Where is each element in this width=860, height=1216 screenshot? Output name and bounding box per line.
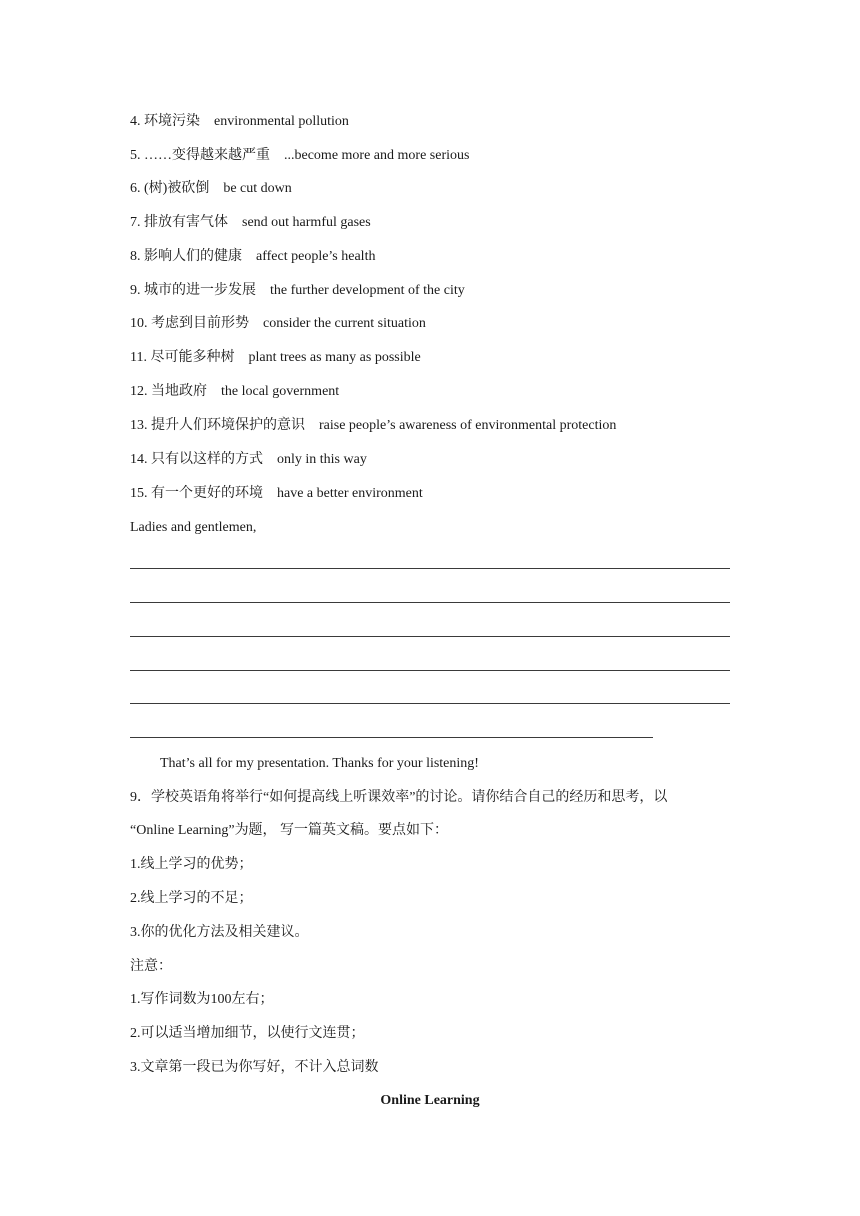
task-point: 2.线上学习的不足； [130,891,253,906]
task-prompt: “Online Learning”为题， 写一篇英文稿。要点如下： [130,823,449,838]
writing-line[interactable] [130,670,730,671]
note-label: 注意： [130,959,172,974]
vocab-item: 4. 环境污染 environmental pollution [130,114,349,129]
speech-closing: That’s all for my presentation. Thanks for your listening! [160,756,479,771]
writing-line[interactable] [130,636,730,637]
task-point: 3.你的优化方法及相关建议。 [130,925,309,940]
vocab-item: 12. 当地政府 the local government [130,384,340,399]
vocab-item: 9. 城市的进一步发展 the further development of the city [130,283,465,298]
vocab-item: 5. ……变得越来越严重 ...become more and more serious [130,148,470,163]
vocab-item: 10. 考虑到目前形势 consider the current situation [130,316,426,331]
task-note: 1.写作词数为100左右； [130,992,274,1007]
task-point: 1.线上学习的优势； [130,857,253,872]
essay-title: Online Learning [380,1093,480,1108]
vocab-item: 11. 尽可能多种树 plant trees as many as possible [130,350,421,365]
vocab-item: 6. (树)被砍倒 be cut down [130,181,292,196]
vocab-item: 14. 只有以这样的方式 only in this way [130,452,367,467]
vocab-item: 8. 影响人们的健康 affect people’s health [130,249,376,264]
task-note: 3.文章第一段已为你写好，不计入总词数 [130,1060,379,1075]
writing-line[interactable] [130,568,730,569]
speech-greeting: Ladies and gentlemen, [130,520,257,535]
writing-line[interactable] [130,703,730,704]
task-prompt: 9．学校英语角将举行“如何提高线上听课效率”的讨论。请你结合自己的经历和思考，以 [130,790,668,805]
vocab-item: 15. 有一个更好的环境 have a better environment [130,486,423,501]
writing-line[interactable] [130,737,653,738]
writing-line[interactable] [130,602,730,603]
vocab-item: 13. 提升人们环境保护的意识 raise people’s awareness of environmental protection [130,418,617,433]
vocab-item: 7. 排放有害气体 send out harmful gases [130,215,371,230]
task-note: 2.可以适当增加细节，以使行文连贯； [130,1026,365,1041]
